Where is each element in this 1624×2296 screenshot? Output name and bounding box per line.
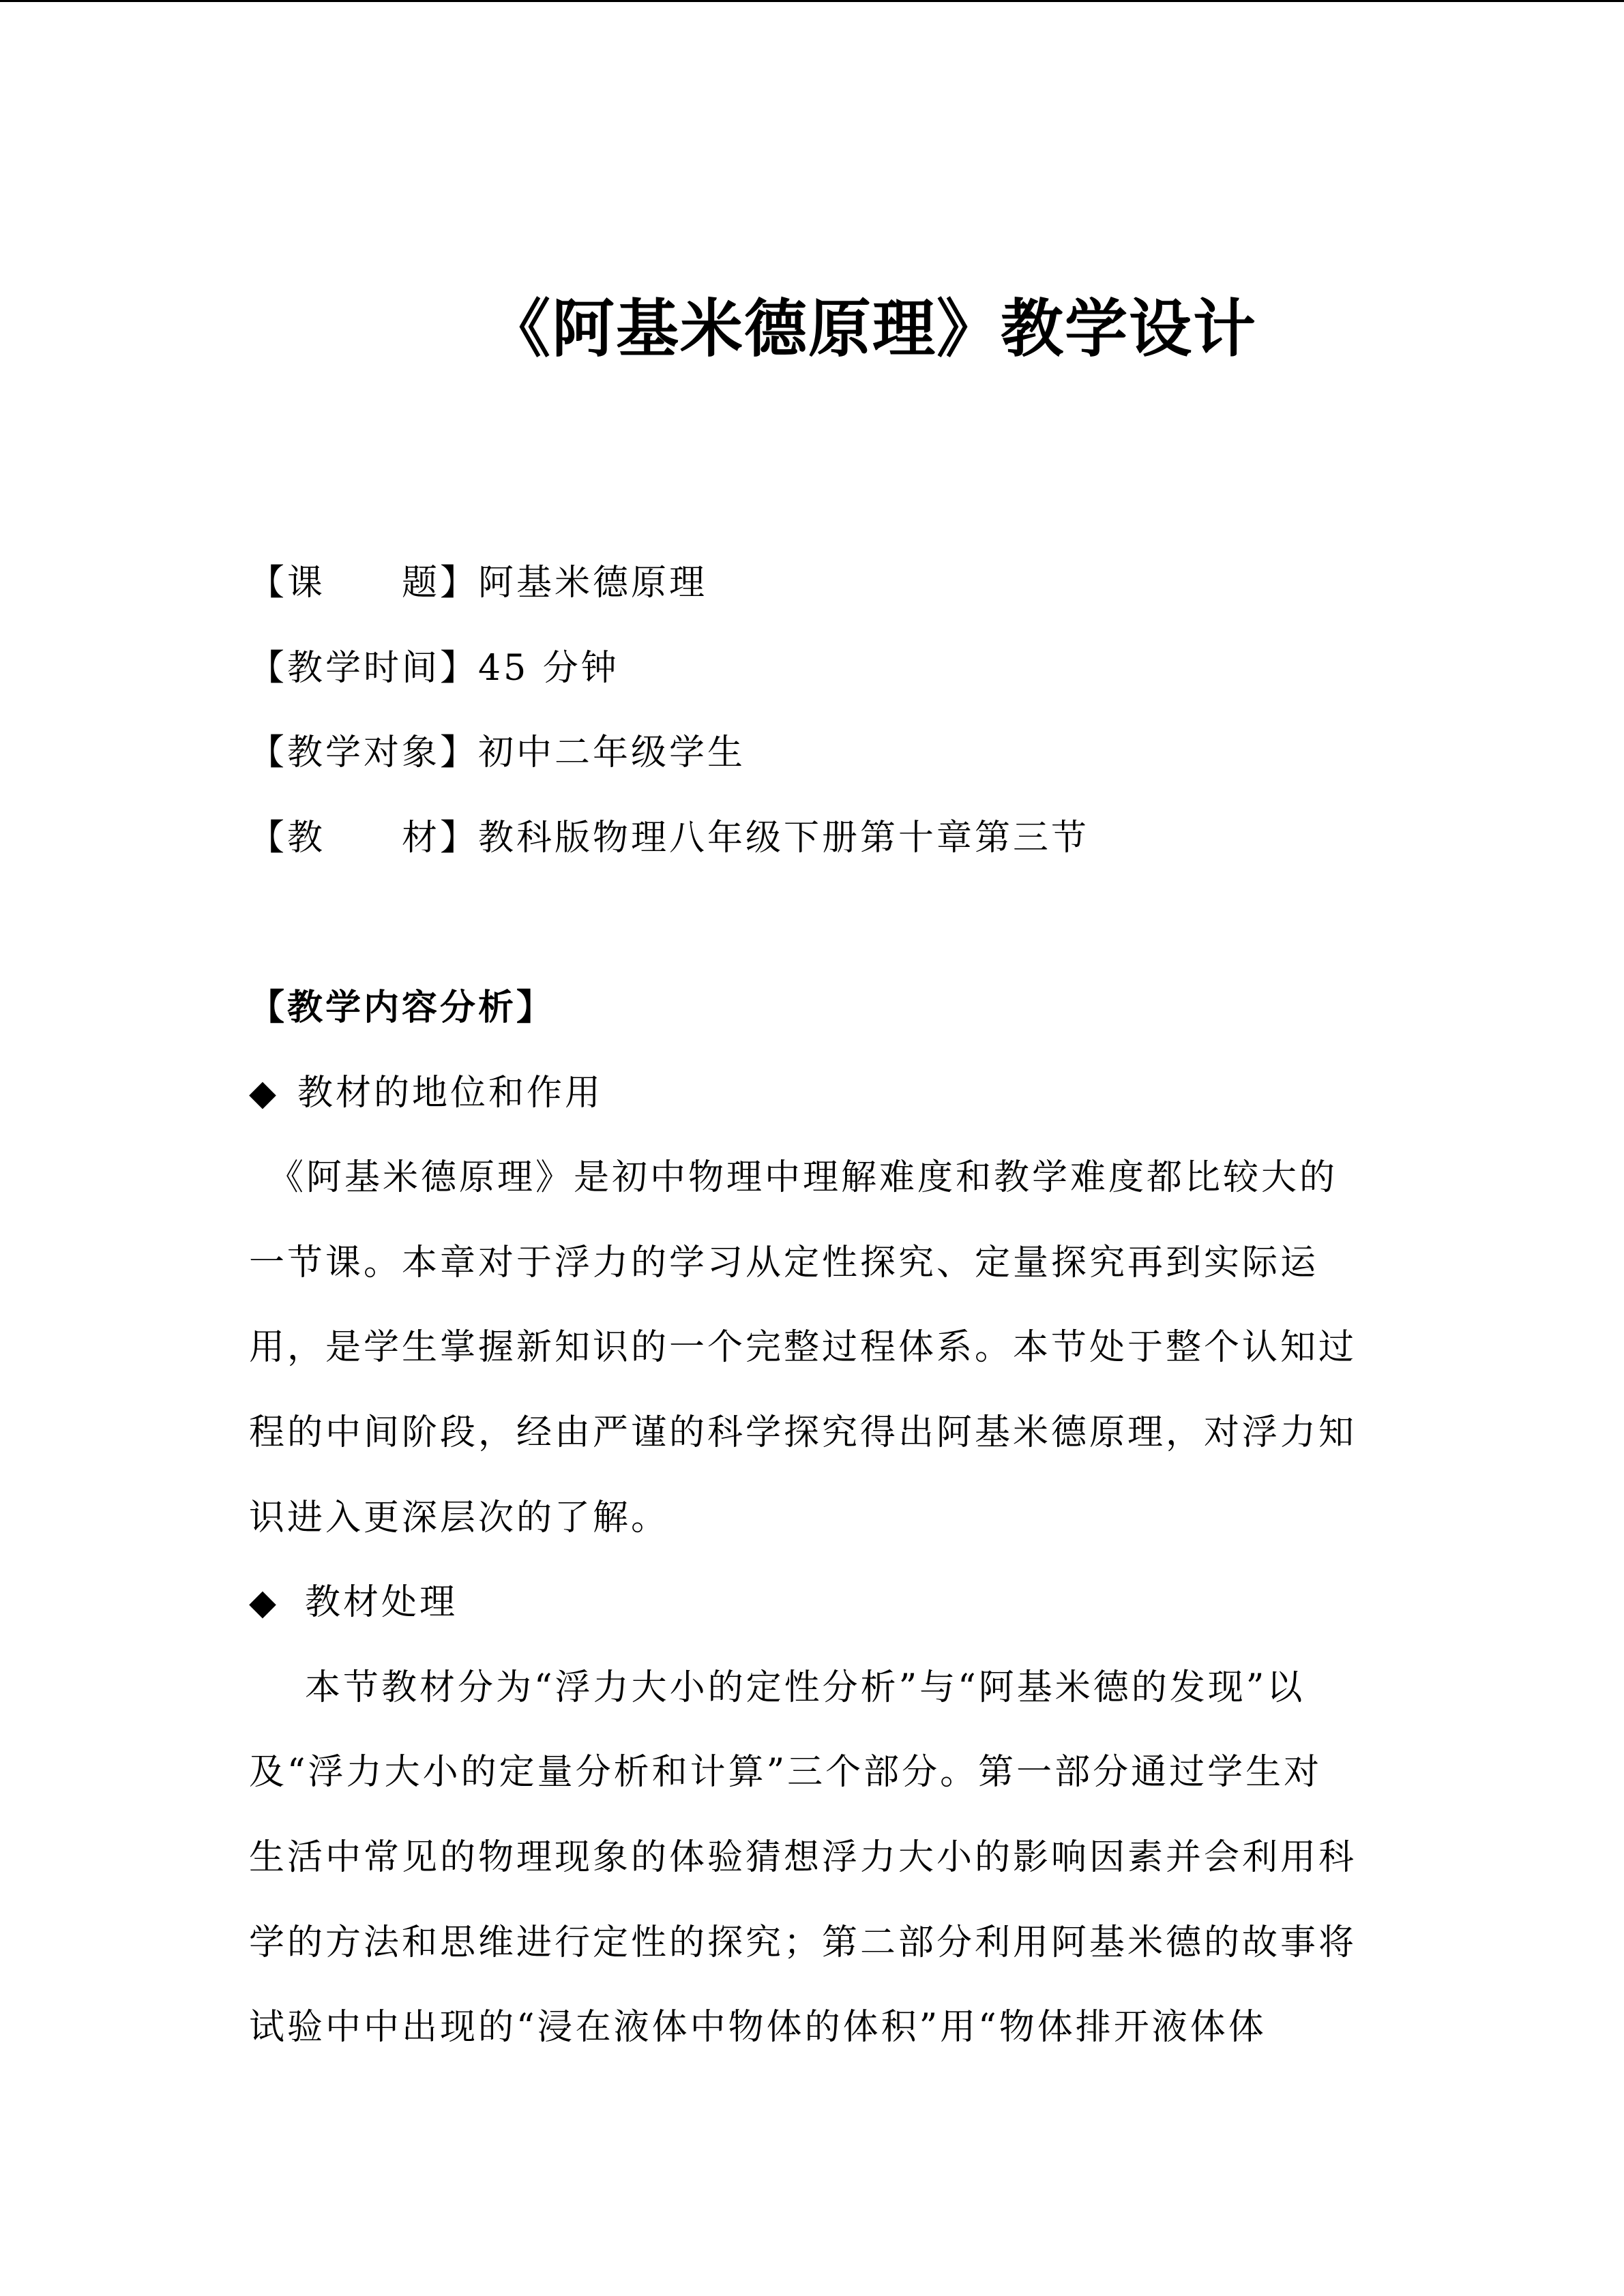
- meta-label: 【教学时间】: [249, 647, 479, 689]
- paragraph-line: 生活中常见的物理现象的体验猜想浮力大小的影响因素并会利用科: [249, 1836, 1357, 1878]
- meta-label: 【教学对象】: [249, 732, 479, 774]
- spacer: [249, 880, 1586, 966]
- document-body: [249, 541, 1586, 2070]
- paragraph-line: 《阿基米德原理》是初中物理中理解难度和教学难度都比较大的: [268, 1157, 1338, 1199]
- section-heading: 【教学内容分析】: [249, 986, 555, 1028]
- diamond-bullet-icon: ◆: [249, 1072, 279, 1114]
- paragraph-line: 用，是学生掌握新知识的一个完整过程体系。本节处于整个认知过: [249, 1327, 1357, 1369]
- paragraph-line: 试验中中出现的“浸在液体中物体的体积”用“物体排开液体体: [249, 2007, 1267, 2048]
- meta-row-textbook: [249, 796, 1586, 881]
- meta-label: 【课 题】: [249, 563, 479, 603]
- meta-row-topic: [249, 541, 1586, 626]
- meta-value: 45 分钟: [478, 647, 619, 689]
- paragraph-line: 本节教材分为“浮力大小的定性分析”与“阿基米德的发现”以: [305, 1667, 1305, 1708]
- paragraph-line: 学的方法和思维进行定性的探究；第二部分利用阿基米德的故事将: [249, 1922, 1357, 1963]
- subsection-heading-role: [249, 1051, 1586, 1136]
- document-title: 《阿基米德原理》教学设计: [488, 295, 1258, 364]
- meta-value: 初中二年级学生: [478, 732, 746, 774]
- meta-value: 教科版物理八年级下册第十章第三节: [478, 817, 1090, 859]
- page-top-rule: [0, 0, 1624, 2]
- meta-row-audience: [249, 711, 1586, 796]
- diamond-bullet-icon: ◆: [249, 1582, 279, 1624]
- meta-value: 阿基米德原理: [478, 563, 708, 603]
- subsection-title: 教材处理: [305, 1582, 458, 1624]
- paragraph-line: 一节课。本章对于浮力的学习从定性探究、定量探究再到实际运: [249, 1242, 1319, 1283]
- meta-row-duration: [249, 626, 1586, 711]
- paragraph-line: 识进入更深层次的了解。: [249, 1497, 670, 1538]
- subsection-title: 教材的地位和作用: [297, 1072, 604, 1114]
- meta-label: 【教 材】: [249, 817, 479, 859]
- subsection-heading-processing: [249, 1560, 1586, 1645]
- paragraph-line: 程的中间阶段，经由严谨的科学探究得出阿基米德原理，对浮力知: [249, 1412, 1357, 1453]
- paragraph-line: 及“浮力大小的定量分析和计算”三个部分。第一部分通过学生对: [249, 1752, 1323, 1793]
